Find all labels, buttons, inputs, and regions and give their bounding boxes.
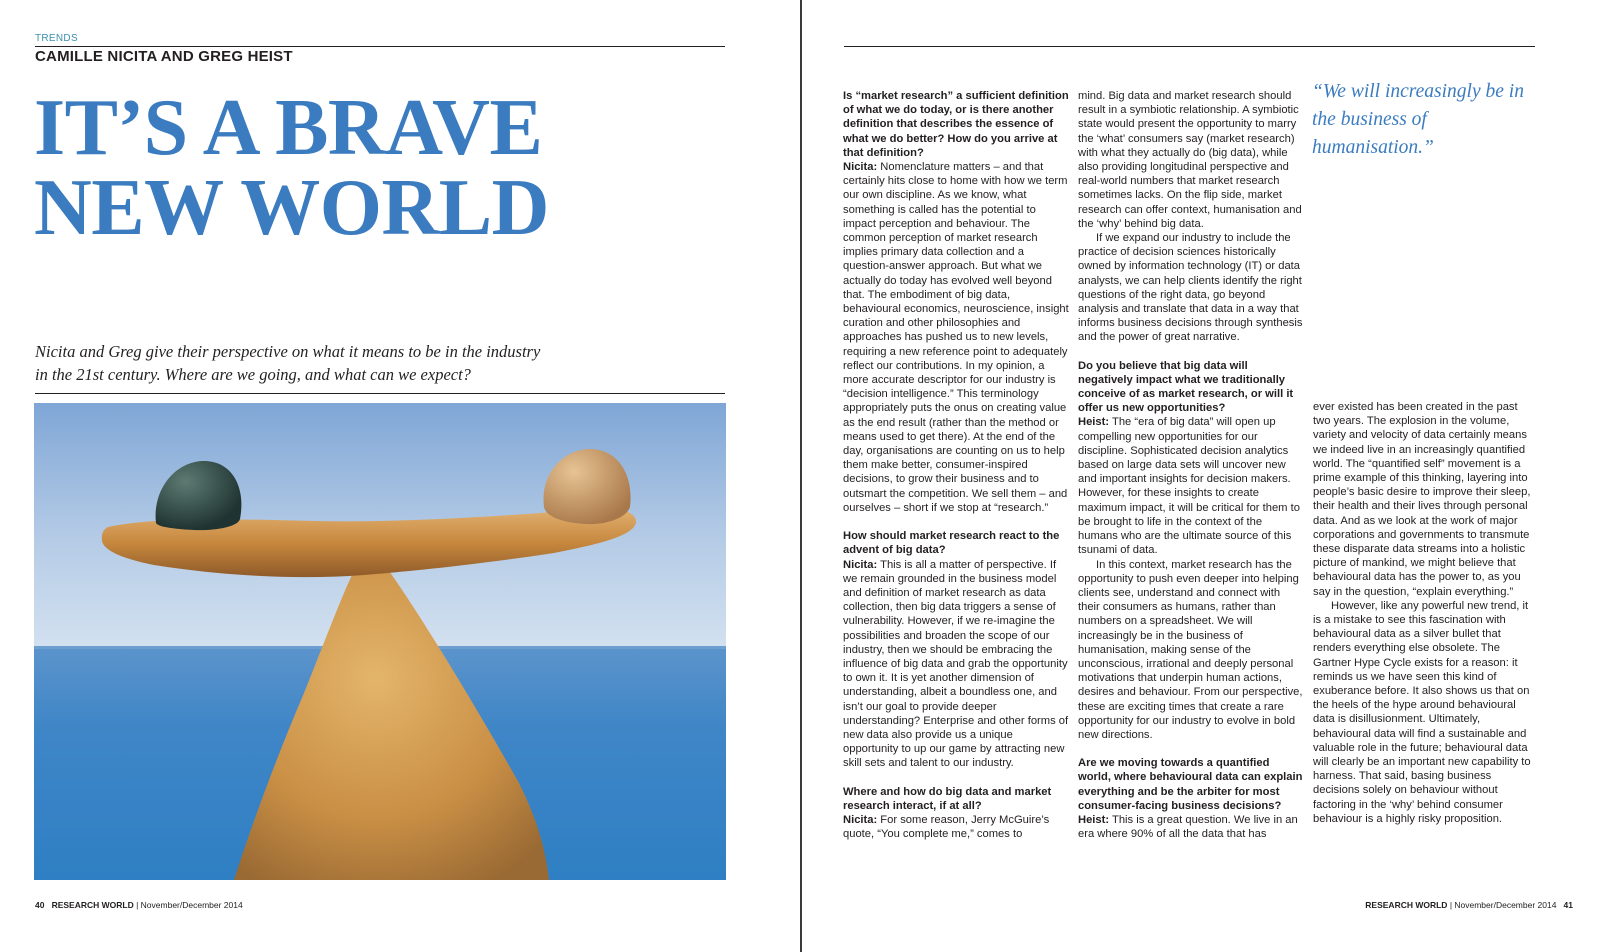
folio-page-number: 40 [35, 900, 45, 910]
right-page [802, 0, 1601, 952]
section-label: TRENDS [35, 33, 78, 44]
folio-right [1365, 900, 1573, 910]
answer-text: Nomenclature matters – and that certainly hits close to home with how we term our own discipline. As we know, what something is called has the potential to impact perception and behaviour. The common perception of market research implies primary data collection and a question-answer approach. But what we actually do today has evolved well beyond that. The embodiment of big data, behavioural economics, neuroscience, insight curation and other philosophies and approaches has pushed us to new levels, requiring a new reference point to adequately reflect our contributions. In my opinion, a more accurate descriptor for our industry is “decision intelligence.” This terminology appropriately puts the onus on creating value as the end result (rather than the method or means used to get there). At the end of the day, organisations are counting on us to help them make better, consumer-inspired decisions, to grow their business and to outsmart the competition. We sell them – and ourselves – short if we stop at “research.” [843, 161, 1069, 514]
speaker-name: Nicita: [843, 813, 878, 826]
standfirst-rule [35, 393, 725, 394]
body-paragraph: If we expand our industry to include the practice of decision sciences historically owned by information technology (IT) or data analysts, we can help clients identify the right questions of the right data, go beyond analysis and translate that data in a way that informs business decisions through synthesis and the power of great narrative. [1078, 232, 1303, 344]
interview-question: How should market research react to the advent of big data? [843, 530, 1060, 557]
speaker-name: Nicita: [843, 161, 878, 174]
interview-answer [1078, 415, 1304, 557]
text-column-2 [1078, 89, 1304, 841]
body-paragraph: In this context, market research has the opportunity to push even deeper into helping clients see, understand and connect with their consumers as humans, rather than numbers on a spreadsheet. We will increasingly be in the business of humanisation, making sense of the unconscious, irrational and deeply personal motivations that underpin human actions, desires and behaviour. From our perspective, these are exciting times that create a rare opportunity for our industry to evolve in bold new directions. [1078, 558, 1303, 741]
headline-line-1: IT’S A BRAVE [34, 84, 543, 172]
top-rule [844, 46, 1535, 47]
folio-issue: | November/December 2014 [133, 900, 243, 910]
body-paragraph: However, like any powerful new trend, it is a mistake to see this fascination with behavioural data as a silver bullet that renders everything else obsolete. The Gartner Hype Cycle exists for a reason: it reminds us we have seen this kind of exuberance before. It also shows us that on the heels of the hype around behavioural data is disillusionment. Ultimately, behavioural data will find a sustainable and valuable role in the future; behavioural data will clearly be an important new capability to harness. That said, basing business decisions solely on behaviour without factoring in the ‘why’ behind consumer behaviour is a highly risky proposition. [1313, 599, 1531, 825]
answer-text: This is all a matter of perspective. If we remain grounded in the business model and definition of market research as data collection, then big data triggers a sense of vulnerability. However, if we re-imagine the possibilities and broaden the scope of our industry, then we should be embracing the influence of big data and grab the opportunity to own it. It is yet another dimension of understanding, albeit a boundless one, and isn’t our goal to provide deeper understanding? Enterprise and other forms of new data also provide us a unique opportunity to up our game by attracting new skill sets and talent to our industry. [843, 558, 1069, 770]
pull-quote: “We will increasingly be in the business of humanisation.” [1312, 81, 1524, 158]
body-paragraph: ever existed has been created in the past two years. The explosion in the volume, variety and velocity of data certainly means we indeed live in an increasingly quantified world. The “quantified self” movement is a prime example of this thinking, layering into people’s basic desire to improve their sleep, their health and their lives through personal data. And as we look at the work of major corporations and governments to transmute these disparate data streams into a holistic picture of mankind, we might believe that behavioural data has the power to, as you say in the question, “explain everything.” [1313, 401, 1531, 598]
text-column-1 [843, 89, 1069, 841]
answer-text: This is a great question. We live in an era where 90% of all the data that has [1078, 813, 1298, 841]
interview-question: Is “market research” a sufficient definition of what we do today, or is there another definition that describes the essence of what we do better? How do you arrive at that definition? [843, 90, 1069, 159]
text-column-3 [1313, 400, 1538, 826]
folio-page-number: 41 [1563, 900, 1573, 910]
folio-magazine-name: RESEARCH WORLD [1365, 900, 1448, 910]
interview-answer [843, 558, 1069, 771]
speaker-name: Nicita: [843, 558, 878, 571]
interview-question: Where and how do big data and market research interact, if at all? [843, 785, 1052, 812]
author-byline: CAMILLE NICITA AND GREG HEIST [35, 48, 293, 65]
answer-text: The “era of big data” will open up compelling new opportunities for our discipline. Sophisticated decision analytics based on large data sets will uncover new and important insights for decision makers. However, for these insights to create maximum impact, it will be critical for them to be brought to life in the context of the humans who are the ultimate source of this tsunami of data. [1078, 416, 1300, 557]
left-page [0, 0, 800, 952]
article-headline [34, 84, 754, 252]
speaker-name: Heist: [1078, 813, 1110, 826]
folio-issue: | November/December 2014 [1447, 900, 1557, 910]
headline-line-2: NEW WORLD [34, 164, 549, 252]
speaker-name: Heist: [1078, 416, 1110, 429]
standfirst-line-2: in the 21st century. Where are we going, and what can we expect? [35, 365, 471, 384]
balanced-stones-photo [34, 403, 726, 880]
interview-question: Are we moving towards a quantified world, where behavioural data can explain everything and be the arbiter for most consumer-facing business decisions? [1078, 757, 1303, 812]
interview-question: Do you believe that big data will negatively impact what we traditionally conceive of as market research, or will it offer us new opportunities? [1078, 359, 1294, 415]
folio-magazine-name: RESEARCH WORLD [51, 900, 134, 910]
interview-answer [843, 160, 1069, 515]
top-rule [35, 46, 725, 47]
body-paragraph: mind. Big data and market research should result in a symbiotic relationship. A symbiotic state would present the opportunity to marry the ‘what’ consumers say (market research) with what they actually do (big data), while also providing longitudinal perspective and real-world numbers that market research sometimes lacks. On the flip side, market research can offer context, humanisation and the ‘why’ behind big data. [1078, 90, 1302, 230]
interview-answer [1078, 813, 1304, 841]
folio-left [35, 900, 243, 910]
answer-text: For some reason, Jerry McGuire’s quote, “You complete me,” comes to [843, 813, 1050, 841]
standfirst-line-1: Nicita and Greg give their perspective on what it means to be in the industry [35, 342, 541, 361]
standfirst [35, 340, 725, 386]
interview-answer [843, 813, 1069, 841]
